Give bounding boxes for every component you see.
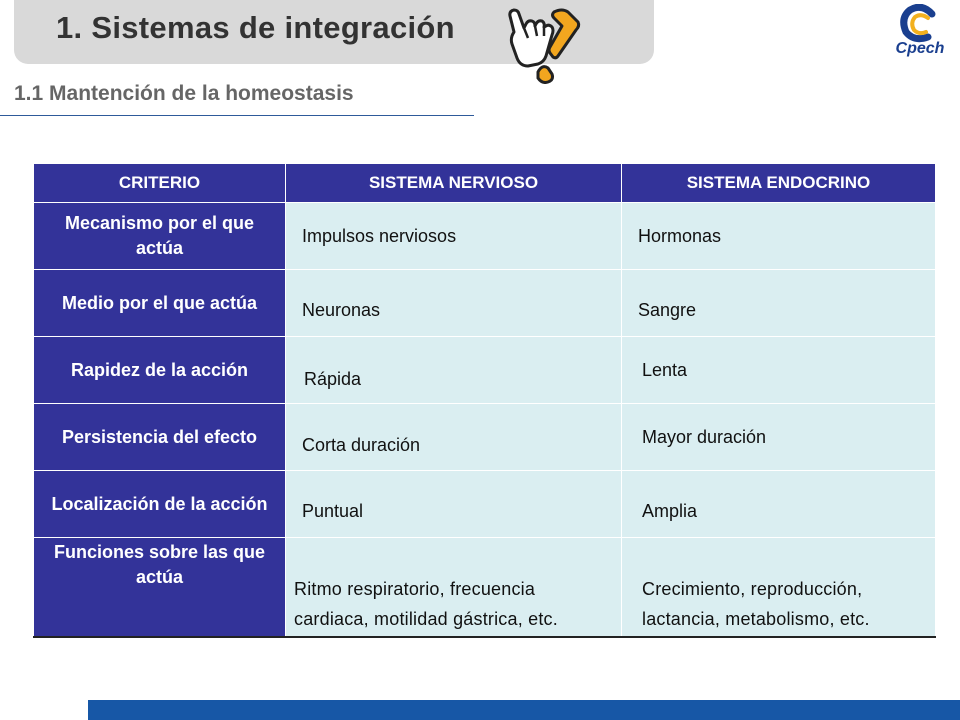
cpech-logo-icon [888, 4, 952, 44]
table-row [34, 337, 936, 404]
endocrino-cell: Sangre [622, 270, 936, 337]
comparison-table [33, 163, 936, 638]
header-endocrino: SISTEMA ENDOCRINO [622, 164, 936, 203]
nervioso-cell: Rápida [286, 337, 622, 404]
table-row [34, 270, 936, 337]
endocrino-cell: Amplia [622, 471, 936, 538]
header-criterio: CRITERIO [34, 164, 286, 203]
table-row [34, 538, 936, 637]
logo-text: Cpech [895, 40, 945, 57]
footer-bar [88, 700, 960, 720]
criterio-cell: Persistencia del efecto [34, 404, 286, 471]
page-title: 1. Sistemas de integración [56, 10, 455, 45]
table-header-row [34, 164, 936, 203]
cpech-logo [888, 4, 952, 62]
criterio-cell: Medio por el que actúa [34, 270, 286, 337]
criterio-cell: Localización de la acción [34, 471, 286, 538]
endocrino-cell: Hormonas [622, 203, 936, 270]
nervioso-cell: Corta duración [286, 404, 622, 471]
endocrino-cell: Lenta [622, 337, 936, 404]
endocrino-cell: Mayor duración [622, 404, 936, 471]
endocrino-cell: Crecimiento, reproducción, lactancia, metabolismo, etc. [622, 538, 936, 637]
table-row [34, 404, 936, 471]
table-row [34, 471, 936, 538]
criterio-cell: Mecanismo por el que actúa [34, 203, 286, 270]
table-row [34, 203, 936, 270]
nervioso-cell: Impulsos nerviosos [286, 203, 622, 270]
nervioso-cell: Puntual [286, 471, 622, 538]
criterio-cell: Rapidez de la acción [34, 337, 286, 404]
hand-pointer-icon [502, 2, 582, 84]
criterio-cell: Funciones sobre las que actúa [34, 538, 286, 637]
subtitle-divider [0, 115, 474, 116]
section-subtitle: 1.1 Mantención de la homeostasis [14, 82, 354, 105]
nervioso-cell: Neuronas [286, 270, 622, 337]
header-nervioso: SISTEMA NERVIOSO [286, 164, 622, 203]
nervioso-cell: Ritmo respiratorio, frecuencia cardiaca, motilidad gástrica, etc. [286, 538, 622, 637]
